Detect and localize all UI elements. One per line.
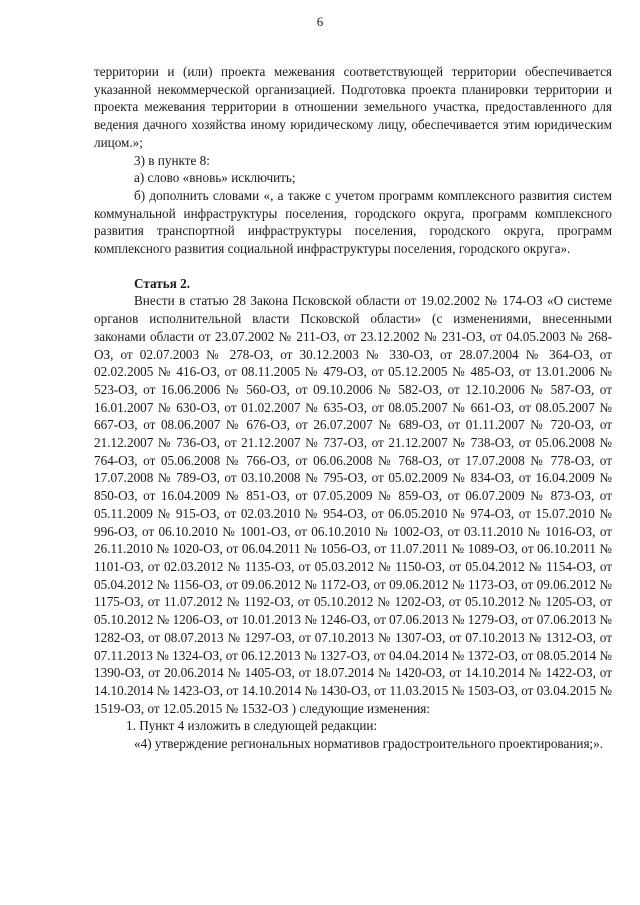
list-item-3a: а) слово «вновь» исключить;: [134, 170, 296, 186]
document-body: [94, 63, 612, 753]
spacer: [94, 258, 612, 275]
page-number: 6: [316, 14, 324, 29]
list-item-3b: б) дополнить словами «, а также с учетом программ комплексного развития систем коммунальной инфраструктуры поселения, городского округа, программ комплексного развития транспортной инфраструктуры поселения, городского округа, программ комплексного развития социальной инфраструктуры поселения, городского округа».: [94, 187, 612, 257]
article-2-quote: «4) утверждение региональных нормативов градостроительного проектирования;».: [134, 736, 604, 752]
article-2-heading: Статья 2.: [134, 275, 191, 291]
list-item-3: 3) в пункте 8:: [134, 152, 210, 168]
article-2-item-1: 1. Пункт 4 изложить в следующей редакции:: [126, 718, 378, 734]
article-2-intro: Внести в статью 28 Закона Псковской области от 19.02.2002 № 174-ОЗ «О системе органов исполнительной власти Псковской области» (с изменениями, внесенными законами области от 23.07.2002 № 211-ОЗ, от 23.12.2002 № 231-ОЗ, от 04.05.2003 № 268-ОЗ, от 02.07.2003 № 278-ОЗ, от 30.12.2003 № 330-ОЗ, от 28.07.2004 № 364-ОЗ, от 02.02.2005 № 416-ОЗ, от 08.11.2005 № 479-ОЗ, от 05.12.2005 № 485-ОЗ, от 13.01.2006 № 523-ОЗ, от 16.06.2006 № 560-ОЗ, от 09.10.2006 № 582-ОЗ, от 12.10.2006 № 587-ОЗ, от 16.01.2007 № 630-ОЗ, от 01.02.2007 № 635-ОЗ, от 08.05.2007 № 661-ОЗ, от 08.05.2007 № 667-ОЗ, от 08.06.2007 № 676-ОЗ, от 26.07.2007 № 689-ОЗ, от 01.11.2007 № 720-ОЗ, от 21.12.2007 № 736-ОЗ, от 21.12.2007 № 737-ОЗ, от 21.12.2007 № 738-ОЗ, от 05.06.2008 № 764-ОЗ, от 05.06.2008 № 766-ОЗ, от 06.06.2008 № 768-ОЗ, от 17.07.2008 № 778-ОЗ, от 17.07.2008 № 789-ОЗ, от 03.10.2008 № 795-ОЗ, от 05.02.2009 № 834-ОЗ, от 16.04.2009 № 850-ОЗ, от 16.04.2009 № 851-ОЗ, от 07.05.2009 № 859-ОЗ, от 06.07.2009 № 873-ОЗ, от 05.11.2009 № 915-ОЗ, от 02.03.2010 № 954-ОЗ, от 06.05.2010 № 974-ОЗ, от 15.07.2010 № 996-ОЗ, от 06.10.2010 № 1001-ОЗ, от 06.10.2010 № 1002-ОЗ, от 03.11.2010 № 1016-ОЗ, от 26.11.2010 № 1020-ОЗ, от 06.04.2011 № 1056-ОЗ, от 11.07.2011 № 1089-ОЗ, от 06.10.2011 № 1101-ОЗ, от 02.03.2012 № 1135-ОЗ, от 05.03.2012 № 1150-ОЗ, от 05.04.2012 № 1154-ОЗ, от 05.04.2012 № 1156-ОЗ, от 09.06.2012 № 1172-ОЗ, от 09.06.2012 № 1173-ОЗ, от 09.06.2012 № 1175-ОЗ, от 11.07.2012 № 1192-ОЗ, от 05.10.2012 № 1202-ОЗ, от 05.10.2012 № 1205-ОЗ, от 05.10.2012 № 1206-ОЗ, от 10.01.2013 № 1246-ОЗ, от 07.06.2013 № 1279-ОЗ, от 07.06.2013 № 1282-ОЗ, от 08.07.2013 № 1297-ОЗ, от 07.10.2013 № 1307-ОЗ, от 07.10.2013 № 1312-ОЗ, от 07.11.2013 № 1324-ОЗ, от 06.12.2013 № 1327-ОЗ, от 04.04.2014 № 1372-ОЗ, от 08.05.2014 № 1390-ОЗ, от 20.06.2014 № 1405-ОЗ, от 18.07.2014 № 1420-ОЗ, от 14.10.2014 № 1422-ОЗ, от 14.10.2014 № 1423-ОЗ, от 14.10.2014 № 1430-ОЗ, от 11.03.2015 № 1503-ОЗ, от 03.04.2015 № 1519-ОЗ, от 12.05.2015 № 1532-ОЗ ) следующие изменения:: [94, 293, 612, 716]
paragraph-continuation: территории и (или) проекта межевания соответствующей территории обеспечивается указанной некоммерческой организацией. Подготовка проекта планировки территории и проекта межевания территории в отношении земельного участка, предоставленного для ведения дачного хозяйства иному юридическому лицу, обеспечивается этим юридическим лицом.»;: [94, 64, 612, 150]
